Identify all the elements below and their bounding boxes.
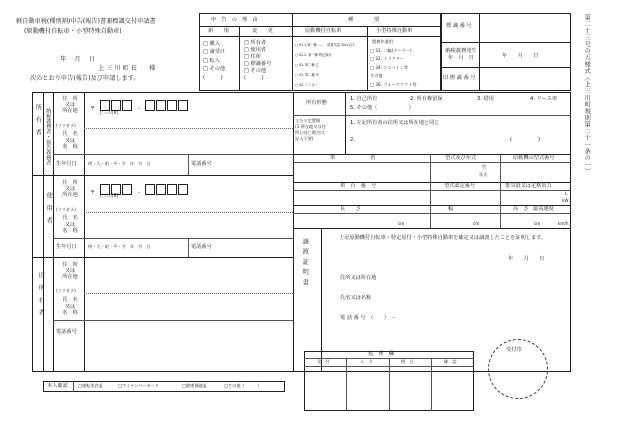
owner-postal-box[interactable]	[156, 100, 166, 111]
user-furigana-label: (フリガナ)	[56, 207, 76, 212]
vehicle-h-name: 名	[370, 155, 376, 161]
user-postal-box[interactable]	[156, 184, 166, 195]
owner-birth-label: 生年月日	[56, 161, 77, 167]
reason-new-transfer[interactable]: □ 譲受け	[203, 49, 226, 56]
vehicle-h-height: 高 さ	[513, 206, 529, 212]
process-col-input: 入 力	[360, 359, 373, 364]
owner-postal-box[interactable]	[145, 100, 155, 111]
user-phone-label: 電話番号	[191, 244, 212, 250]
vehicle-unit-l: L	[565, 191, 568, 196]
vehicle-year-sub: 年式	[479, 172, 488, 177]
user-postal-box[interactable]	[178, 184, 188, 195]
process-col-confirm: 確 認	[444, 359, 457, 364]
form-title: 軽自動車税(種別割)申告(報告)書兼標識交付申請書	[16, 18, 156, 25]
storage-opt-other[interactable]: 2.	[350, 137, 355, 143]
process-col-check: 照 合	[401, 359, 414, 364]
identity-opt-insurance[interactable]: □健康保険証	[182, 383, 207, 388]
user-birth-era[interactable]: 明・大・昭・平・令 年 月 日	[88, 244, 151, 249]
form-date[interactable]: 年 月 日	[60, 56, 96, 63]
ownership-opt-other[interactable]: 5. その他（ ）	[350, 105, 414, 111]
owner-furigana-label: (フリガナ)	[56, 123, 76, 128]
former-address-label: 住 所 又は 所在地	[62, 262, 78, 280]
process-col-receive: 受 付	[317, 359, 330, 364]
vehicle-model-sub: 型	[482, 164, 487, 169]
reason-new-other-detail[interactable]: ( )	[203, 74, 223, 81]
owner-postal-row: 〒 -	[90, 95, 189, 114]
ownership-label: 所有形態	[306, 100, 327, 106]
transfer-date[interactable]: 年 月 日	[508, 256, 545, 262]
storage-paren: ( )	[510, 137, 540, 143]
owner-address-label: 住 所 又は 所在地	[62, 96, 78, 114]
ownership-opt-own[interactable]: 1. 自己所有	[350, 96, 378, 102]
vehicle-h-car: 車	[330, 155, 336, 161]
owner-birth-era[interactable]: 明・大・昭・平・令 年 月 日	[88, 161, 151, 166]
transfer-statement: 上記原動機付自転車・特定原付・小型特殊自動車を確定又は譲渡したことを証明します。	[339, 235, 547, 241]
reason-change-other[interactable]: □ その他	[244, 68, 267, 74]
vehicle-unit-cm2: cm	[473, 221, 480, 226]
type-special-32[interactable]: □ 32. トラクター	[370, 56, 405, 62]
reason-new-list	[203, 40, 225, 82]
old-plate-label: 旧 標 識 番 号	[443, 75, 476, 81]
vehicle-h-cert: 型式認定番号	[444, 183, 476, 189]
type-motor-01-2[interactable]: □ 01-2. 第一種 特定原付	[295, 53, 332, 57]
former-name-label: 氏 名 又は 名 称	[62, 297, 78, 316]
owner-postal-box[interactable]	[167, 100, 177, 111]
user-town: 上三川町	[98, 193, 119, 199]
type-header: 種 別	[348, 17, 380, 23]
vehicle-h-engine: 原動機の型式番号	[513, 155, 555, 161]
reason-change-address[interactable]: □ 住所	[244, 54, 261, 60]
owner-postal-box[interactable]	[122, 100, 132, 111]
reason-change-other-detail[interactable]: ( )	[244, 75, 264, 81]
reason-change-user[interactable]: □ 使用者	[244, 47, 267, 53]
identity-opt-license[interactable]: □運転免許証	[78, 383, 103, 388]
user-postal-row: 〒 -	[90, 179, 189, 198]
type-special-sub: 農耕作業用	[372, 39, 393, 44]
storage-opt-same[interactable]: 1. 左記所有者の住所又は所在地と同じ	[350, 120, 440, 126]
user-name-input[interactable]	[86, 214, 291, 236]
ownership-opt-borrowed[interactable]: 3. 借用	[477, 96, 494, 102]
former-address-input[interactable]	[86, 260, 291, 280]
vehicle-h-width: 幅	[448, 206, 454, 212]
identity-opt-mynumber[interactable]: □マイナンバーカード	[118, 383, 159, 388]
ownership-opt-retained[interactable]: 2. 所有権留保	[410, 96, 443, 102]
user-postal-box[interactable]	[145, 184, 155, 195]
vehicle-h-chassis: 車 台 番 号	[340, 183, 377, 189]
postal-mark: 〒	[90, 106, 96, 112]
receipt-stamp-label: 受付印	[506, 347, 522, 353]
transfer-name-label: 氏名又は名称	[340, 295, 372, 301]
user-birth-label: 生年月日	[56, 244, 77, 250]
identity-label: 本人確認	[47, 383, 68, 389]
reason-new-movein[interactable]: □ 転入	[203, 57, 220, 64]
vehicle-h-speed: 最高速度	[533, 206, 554, 212]
vehicle-h-displacement: 排気量又は定格出力	[505, 183, 552, 189]
type-motor-01-1[interactable]: □ 01.1 第一種 …… 総排気量 50cc以下	[295, 43, 355, 47]
form-side-label: 第二十三号の五様式（上三川町規則第二十一条の一）	[583, 14, 591, 175]
issue-date-label: 納税義務発生年 月 日	[445, 48, 477, 61]
type-motor-03[interactable]: □ 03. 第二種 甲	[295, 73, 319, 77]
transfer-phone-label: 電 話 番 号 （ ） －	[340, 315, 397, 321]
vehicle-unit-cm3: cm	[534, 221, 541, 226]
type-special-label: 小型特殊自動車	[376, 28, 413, 34]
owner-name-input[interactable]	[86, 130, 291, 152]
type-motor-list	[295, 40, 355, 90]
transfer-addr-label: 住所又は所在地	[340, 275, 377, 281]
reason-change-plate[interactable]: □ 標識番号	[244, 61, 272, 67]
former-owner-vlabel: 旧 所 有 者	[37, 272, 45, 316]
reason-new-purchase[interactable]: □ 購入	[203, 41, 220, 47]
reason-change-label: 変 更	[252, 28, 273, 34]
reason-new-label: 新 規	[208, 28, 229, 34]
user-vlabel: 使 用 者	[45, 192, 53, 223]
vehicle-unit-kmh: km/h	[558, 221, 569, 226]
reason-header: 申 告 の 理 由	[211, 17, 258, 23]
user-postal-box[interactable]	[167, 184, 177, 195]
type-special-36[interactable]: □ 36. フォークリフト等	[370, 81, 417, 87]
storage-label: 主たる定置場 (1.所在地又は住 所と同じ場合は 記入不要)	[295, 118, 326, 141]
identity-opt-other[interactable]: □その他（ ）	[224, 383, 262, 388]
user-name-label: 氏 名 又は 名 称	[62, 215, 78, 234]
vehicle-unit-kw: kW	[562, 198, 569, 203]
type-special-list	[370, 47, 417, 89]
addressee: 上 三 川 町 長 様	[98, 65, 156, 72]
user-postal-box[interactable]	[122, 184, 132, 195]
reason-change-list	[244, 40, 271, 82]
form-note: 次のとおり申告(報告)及び申請します。	[30, 75, 140, 82]
type-special-31[interactable]: □ 31. 二輪(デーラー)	[370, 48, 412, 53]
type-special-other: その他	[370, 73, 383, 79]
transfer-vlabel: 譲渡証明書	[301, 238, 309, 289]
type-special-34[interactable]: □ 34. コンバイン等	[370, 64, 409, 70]
issue-date-value[interactable]: 年 月 日	[502, 53, 539, 59]
reason-change-owner[interactable]: □ 所有者	[244, 40, 267, 46]
reason-new-other[interactable]: □ その他	[203, 66, 226, 73]
vehicle-unit-cm: cm	[398, 221, 405, 226]
type-motor-42[interactable]: □ 42. ミニカー	[295, 83, 318, 87]
owner-town: 上三川町	[98, 110, 119, 116]
owner-name-label: 氏 名 又は 名 称	[62, 131, 78, 150]
former-name-input[interactable]	[86, 296, 291, 318]
vehicle-h-model: 型式及び年式	[445, 155, 477, 161]
user-address-label: 住 所 又は 所在地	[62, 180, 78, 198]
type-motor-02[interactable]: □ 02. 第二種 乙	[295, 63, 319, 67]
ownership-opt-lease[interactable]: 4. リース車	[530, 96, 558, 102]
process-header: 処 理 欄	[368, 351, 394, 357]
postal-mark: 〒	[90, 190, 96, 196]
plate-number-label: 標 識 番 号	[446, 23, 472, 29]
owner-vlabel-sub: 納税義務者・報告義務者	[45, 108, 52, 166]
type-motor-label: 原動機付自転車	[305, 28, 342, 34]
vehicle-h-length: 長 さ	[340, 206, 361, 212]
former-phone-label: 電話番号	[56, 329, 77, 335]
owner-vlabel: 所 有 者	[34, 104, 42, 135]
form-subtitle: (原動機付自転車・小型特殊自動車)	[24, 28, 122, 35]
owner-postal-box[interactable]	[178, 100, 188, 111]
owner-phone-label: 電話番号	[191, 161, 212, 167]
former-furigana-label: (フリガナ)	[56, 288, 76, 293]
